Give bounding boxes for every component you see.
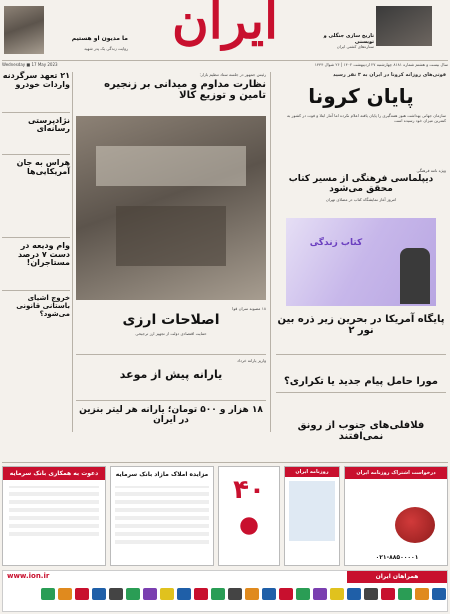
ad-subscribe[interactable] [344, 466, 448, 566]
ad-map-title: روزنامه ایران [285, 467, 339, 477]
side-item-1[interactable]: ۲۱ تعهد سرگردنه واردات خودرو [2, 71, 70, 89]
masthead-logo: ایران [171, 0, 278, 50]
side-item-5[interactable]: خروج اشیای باستانی قانونی می‌شود؟ [16, 294, 70, 318]
lead-right [276, 72, 446, 162]
ad-map[interactable] [284, 466, 340, 566]
right-teaser-photo [376, 6, 432, 46]
partners-strip [2, 570, 448, 612]
story-bahrain [276, 314, 446, 354]
partners-site[interactable]: www.ion.ir [7, 572, 50, 580]
lead-left [76, 72, 266, 302]
lead-left-kicker: رئیس جمهور در جلسه ستاد تنظیم بازار: [199, 72, 266, 77]
side-item-4[interactable]: وام ودیعه در دست ۷ درصد مستاجران! [18, 240, 70, 268]
dateline-fa: سال بیست و هشتم شماره ۸۱۸۱ چهارشنبه ۲۷ اردیبهشت ۱۴۰۲ | ۲۶ شوال ۱۴۴۴ [314, 62, 448, 67]
story-arzi [76, 306, 266, 352]
partners-title: همراهان ایران [347, 571, 447, 583]
side-column [2, 72, 70, 432]
left-teaser-photo [4, 6, 44, 54]
right-teaser-sub: ستاره‌های کشتی ایران [336, 44, 374, 49]
ad-subscribe-phone: ۰۲۱-۸۸۵۰۰۰۰۱ [375, 554, 419, 561]
lead-left-headline[interactable]: نظارت مداوم و میدانی بر زنجیره تامین و توزیع کالا [104, 79, 266, 102]
falafel-headline[interactable]: فلافلی‌های جنوب از رونق نمی‌افتند [297, 420, 425, 442]
right-teaser-title[interactable]: تاریخ سازی جنگلی و تویسنی [323, 33, 374, 45]
side-item-3[interactable]: هراس به جان آمریکایی‌ها [16, 158, 70, 176]
bahrain-headline[interactable]: پایگاه آمریکا در بحرین زیر ذره بین نور ۲ [277, 314, 445, 336]
culture-sub: امروز آغاز نمایشگاه کتاب در مصلای تهران [325, 197, 397, 203]
story-culture [276, 168, 446, 308]
culture-photo [286, 218, 436, 306]
meeting-photo [76, 116, 266, 300]
yaraneh-headline[interactable]: یارانه پیش از موعد [119, 368, 223, 382]
lead-right-headline[interactable]: پایان کرونا [308, 83, 414, 108]
culture-photo-caption: کتاب زندگی [309, 238, 363, 248]
masthead-rule [2, 60, 448, 61]
lead-right-body: سازمان جهانی بهداشت هنوز همه‌گیری را پایان یافته اعلام نکرده اما آمار ابتلا و فوت در کشور به کمترین میزان خود رسیده است [287, 112, 446, 123]
story-yaraneh [76, 358, 266, 398]
side-item-2[interactable]: نژادپرستی رسانه‌ای [27, 115, 70, 134]
arzi-kicker: ۱۸ مصوبه سران قوا [232, 306, 266, 311]
arzi-headline[interactable]: اصلاحات ارزی [122, 312, 220, 329]
ad-subscribe-title: درخواست اشتراک روزنامه ایران [345, 467, 447, 479]
left-teaser-sub: روایت زندگی یک پدر شهید [84, 46, 128, 51]
lead-right-kicker: فوتی‌های روزانه کرونا در ایران به ۳ نفر رسید [333, 72, 446, 78]
benzin-headline[interactable]: ۱۸ هزار و ۵۰۰ تومان؛ یارانه هر لیتر بنزین در ایران [79, 405, 263, 425]
culture-headline[interactable]: دیپلماسی فرهنگی از مسیر کتاب محقق می‌شود [288, 174, 434, 195]
dateline-en: Wednesday ■ 17 May 2023 [2, 62, 58, 67]
masthead [0, 0, 450, 70]
ad-auction-title: مزایده املاک مازاد بانک سرمایه [115, 471, 209, 478]
ad-forty-number: ۴۰ [233, 475, 265, 505]
yaraneh-kicker: واریز یارانه خرداد [237, 358, 266, 363]
ad-bank-title: دعوت به همکاری بانک سرمایه [3, 467, 105, 480]
ad-forty[interactable] [218, 466, 280, 566]
moura-headline[interactable]: مورا حامل پیام جدید یا تکراری؟ [283, 376, 439, 387]
ad-auction[interactable] [110, 466, 214, 566]
arzi-sub: حمایت اقتصادی دولت از تجهیز ارز ترجیحی [135, 330, 207, 336]
culture-kicker: ویژه نامه فرهنگی [416, 168, 446, 173]
left-teaser-title[interactable]: ما مدیون او هستیم [71, 35, 128, 42]
partner-logos [3, 585, 449, 603]
ad-bank-sarmayeh[interactable] [2, 466, 106, 566]
